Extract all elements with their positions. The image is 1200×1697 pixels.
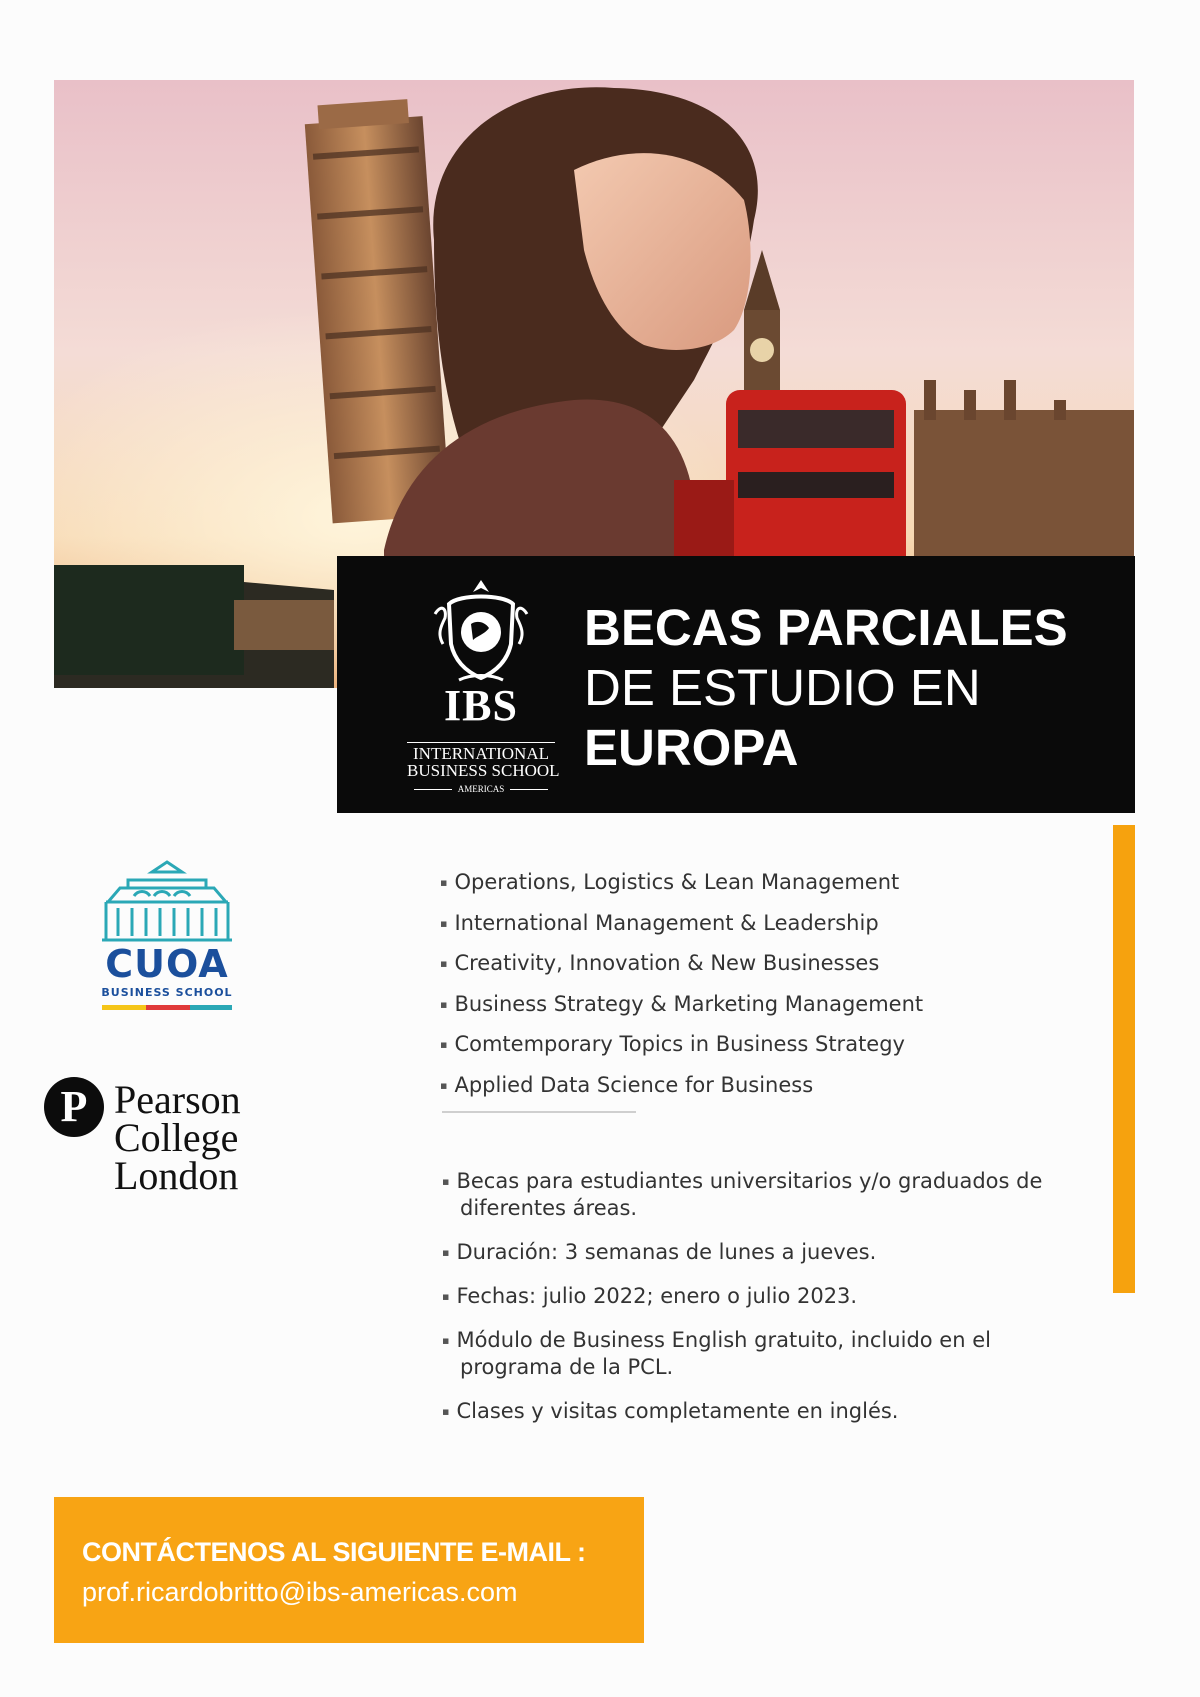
list-item: ▪ International Management & Leadership: [440, 903, 923, 944]
pearson-logo: [44, 1073, 264, 1203]
cuoa-stripe-teal: [190, 1005, 232, 1010]
ibs-name-line2: BUSINESS SCHOOL: [407, 761, 560, 780]
cuoa-name: CUOA: [105, 942, 229, 986]
ibs-name-line1: INTERNATIONAL: [407, 742, 555, 763]
program-list: [440, 862, 923, 1105]
details-list: [442, 1168, 1052, 1425]
contact-box: [54, 1497, 644, 1643]
ibs-name-line3: [407, 784, 555, 794]
list-item: ▪ Business Strategy & Marketing Management: [440, 984, 923, 1025]
cuoa-stripe-red: [146, 1005, 190, 1010]
cuoa-stripe-yellow: [102, 1005, 146, 1010]
list-item: ▪ Applied Data Science for Business: [440, 1065, 923, 1106]
list-item: ▪ Módulo de Business English gratuito, incluido en el programa de la PCL.: [442, 1327, 1052, 1381]
list-item: ▪ Duración: 3 semanas de lunes a jueves.: [442, 1239, 1052, 1266]
title-line2: DE ESTUDIO EN: [584, 659, 981, 716]
cuoa-subtitle: BUSINESS SCHOOL: [101, 986, 233, 999]
contact-heading: CONTÁCTENOS AL SIGUIENTE E-MAIL :: [82, 1537, 586, 1567]
title-line3: EUROPA: [584, 719, 799, 776]
list-item: ▪ Operations, Logistics & Lean Management: [440, 862, 923, 903]
pearson-line2: College: [114, 1115, 239, 1160]
cuoa-logo: [98, 858, 236, 1014]
building-icon: [98, 858, 236, 944]
crest-icon: [429, 574, 533, 684]
page-title: [584, 598, 1068, 778]
list-item: ▪ Comtemporary Topics in Business Strategy: [440, 1024, 923, 1065]
pearson-p-icon: P: [44, 1077, 104, 1137]
pearson-line3: London: [114, 1153, 239, 1198]
pearson-line1: Pearson: [114, 1077, 241, 1122]
ibs-mark: IBS: [444, 681, 518, 730]
ibs-logo: [407, 566, 560, 802]
list-item: ▪ Clases y visitas completamente en inglés.: [442, 1398, 1052, 1425]
contact-email-link[interactable]: prof.ricardobritto@ibs-americas.com: [82, 1577, 518, 1607]
list-item: ▪ Creativity, Innovation & New Businesses: [440, 943, 923, 984]
ibs-region: AMERICAS: [457, 784, 505, 794]
list-item: ▪ Fechas: julio 2022; enero o julio 2023.: [442, 1283, 1052, 1310]
divider: [442, 1111, 636, 1113]
accent-bar: [1113, 825, 1135, 1293]
title-banner: [337, 556, 1135, 813]
list-item: ▪ Becas para estudiantes universitarios y/o graduados de diferentes áreas.: [442, 1168, 1052, 1222]
title-line1: BECAS PARCIALES: [584, 599, 1068, 656]
